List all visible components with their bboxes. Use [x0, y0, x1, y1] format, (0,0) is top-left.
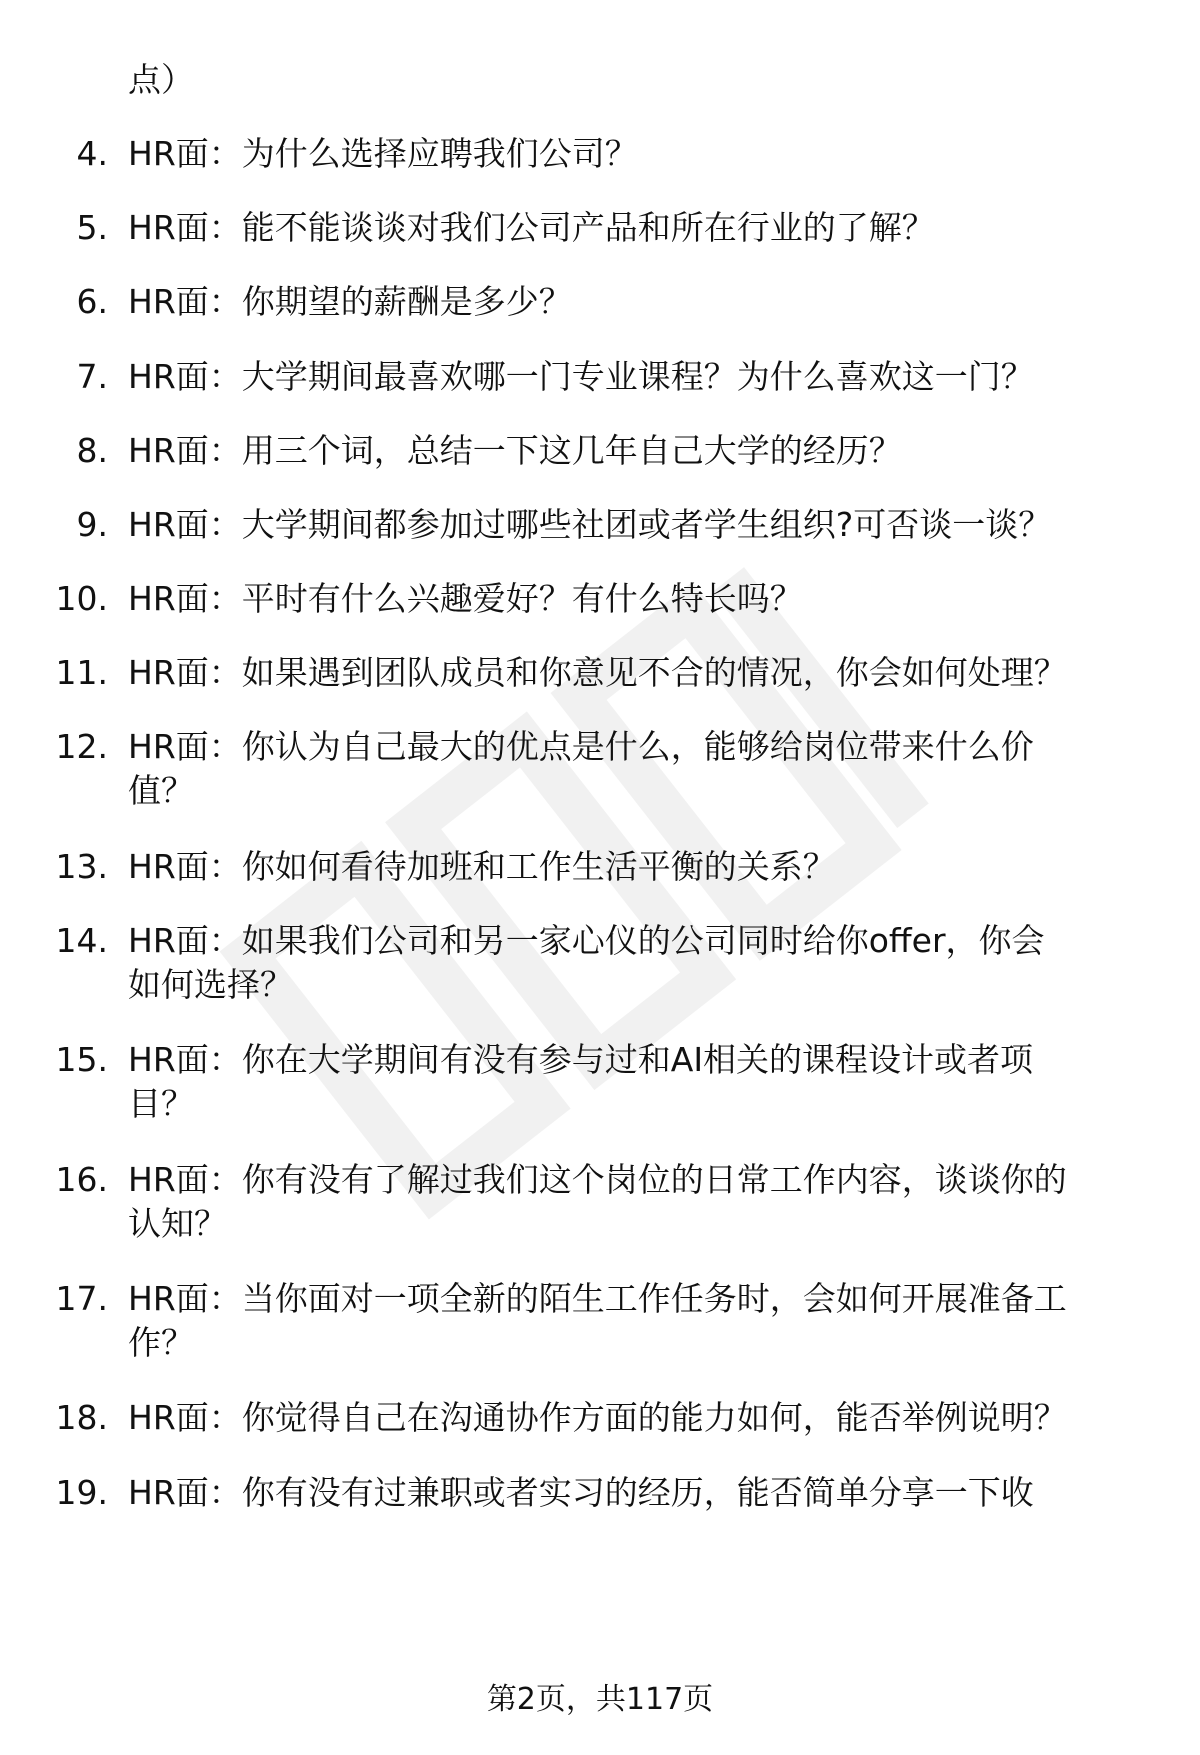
item-number: 13.	[55, 847, 108, 886]
item-text: HR面：你期望的薪酬是多少？	[128, 282, 572, 321]
item-number: 11.	[55, 653, 108, 692]
item-text: HR面：用三个词，总结一下这几年自己大学的经历？	[128, 431, 902, 470]
item-text: HR面：平时有什么兴趣爱好？有什么特长吗？	[128, 579, 803, 618]
item-number: 9.	[76, 505, 108, 544]
item-number: 18.	[55, 1398, 108, 1437]
item-text-line: HR面：如果我们公司和另一家心仪的公司同时给你offer，你会	[128, 921, 1045, 960]
item-text: HR面：能不能谈谈对我们公司产品和所在行业的了解？	[128, 208, 935, 247]
item-text: HR面：大学期间最喜欢哪一门专业课程？为什么喜欢这一门？	[128, 357, 1034, 396]
item-text	[128, 919, 1158, 1007]
item-text: HR面：你有没有过兼职或者实习的经历，能否简单分享一下收	[128, 1473, 1034, 1512]
item-text-line: 认知？	[128, 1204, 227, 1243]
item-text: HR面：大学期间都参加过哪些社团或者学生组织?可否谈一谈？	[128, 505, 1052, 544]
continued-text: 点）	[128, 60, 194, 99]
item-text	[128, 725, 1158, 813]
item-number: 4.	[76, 134, 108, 173]
item-number: 14.	[55, 921, 108, 960]
item-text	[128, 1038, 1158, 1126]
item-text: HR面：如果遇到团队成员和你意见不合的情况，你会如何处理？	[128, 653, 1067, 692]
item-text-line: 值？	[128, 771, 194, 810]
item-number: 19.	[55, 1473, 108, 1512]
item-text	[128, 1158, 1158, 1246]
item-text-line: HR面：当你面对一项全新的陌生工作任务时，会如何开展准备工	[128, 1279, 1067, 1318]
item-number: 17.	[55, 1279, 108, 1318]
item-text-line: 目？	[128, 1084, 194, 1123]
item-text	[128, 1277, 1158, 1365]
item-number: 15.	[55, 1040, 108, 1079]
item-text: HR面：你觉得自己在沟通协作方面的能力如何，能否举例说明？	[128, 1398, 1067, 1437]
item-text-line: 作？	[128, 1323, 194, 1362]
item-text-line: HR面：你在大学期间有没有参与过和AI相关的课程设计或者项	[128, 1040, 1034, 1079]
item-text-line: HR面：你认为自己最大的优点是什么，能够给岗位带来什么价	[128, 727, 1034, 766]
item-number: 5.	[76, 208, 108, 247]
item-text: HR面：为什么选择应聘我们公司？	[128, 134, 638, 173]
item-text-line: HR面：你有没有了解过我们这个岗位的日常工作内容，谈谈你的	[128, 1160, 1067, 1199]
item-number: 10.	[55, 579, 108, 618]
item-number: 12.	[55, 727, 108, 766]
item-text: HR面：你如何看待加班和工作生活平衡的关系？	[128, 847, 836, 886]
page-indicator: 第2页，共117页	[486, 1682, 714, 1717]
item-number: 6.	[76, 282, 108, 321]
item-text-line: 如何选择？	[128, 965, 293, 1004]
item-number: 8.	[76, 431, 108, 470]
item-number: 16.	[55, 1160, 108, 1199]
item-number: 7.	[76, 357, 108, 396]
